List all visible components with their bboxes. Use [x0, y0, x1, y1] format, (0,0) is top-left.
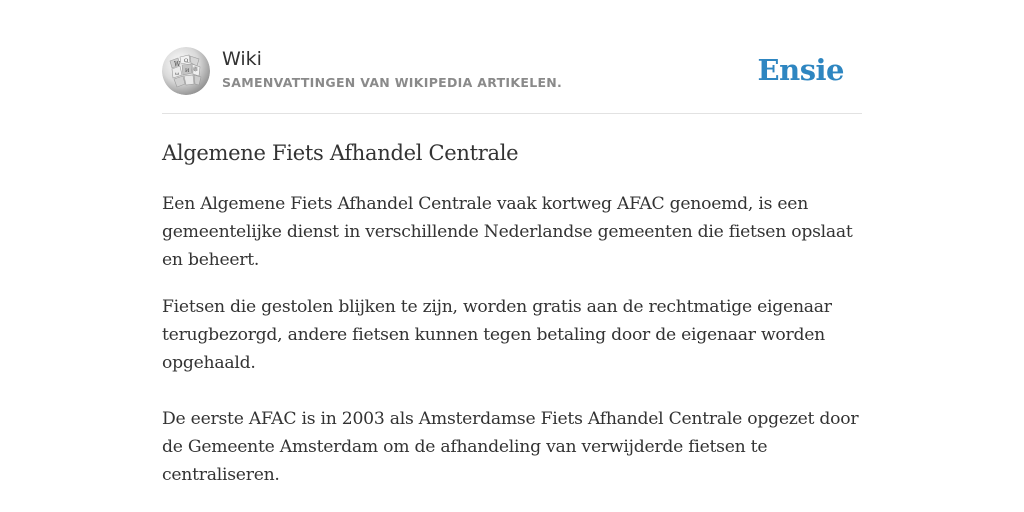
svg-text:ω: ω — [175, 71, 180, 77]
article-paragraph: De eerste AFAC is in 2003 als Amsterdamse Fiets Afhandel Centrale opgezet door de Gemeente Amsterdam om de afhandeling van verwijderde fietsen te centraliseren. — [162, 409, 859, 485]
wikipedia-globe-icon[interactable] — [162, 47, 210, 95]
article-paragraph: Fietsen die gestolen blijken te zijn, worden gratis aan de rechtmatige eigenaar terugbezorgd, andere fietsen kunnen tegen betaling door de eigenaar worden opgehaald. — [162, 297, 832, 373]
site-header — [162, 44, 862, 114]
article-paragraph: Een Algemene Fiets Afhandel Centrale vaak kortweg AFAC genoemd, is een gemeentelijke dienst in verschillende Nederlandse gemeenten die fietsen opslaat en beheert. — [162, 194, 853, 270]
article-title: Algemene Fiets Afhandel Centrale — [162, 141, 519, 165]
article — [162, 136, 864, 489]
svg-text:Ω: Ω — [184, 58, 189, 64]
site-tagline: SAMENVATTINGEN VAN WIKIPEDIA ARTIKELEN. — [222, 75, 563, 90]
svg-text:W: W — [174, 61, 181, 68]
svg-text:維: 維 — [193, 67, 199, 73]
site-name[interactable]: Wiki — [222, 48, 262, 70]
svg-text:И: И — [185, 68, 190, 74]
brand-logo-link[interactable]: Ensie — [757, 53, 844, 87]
